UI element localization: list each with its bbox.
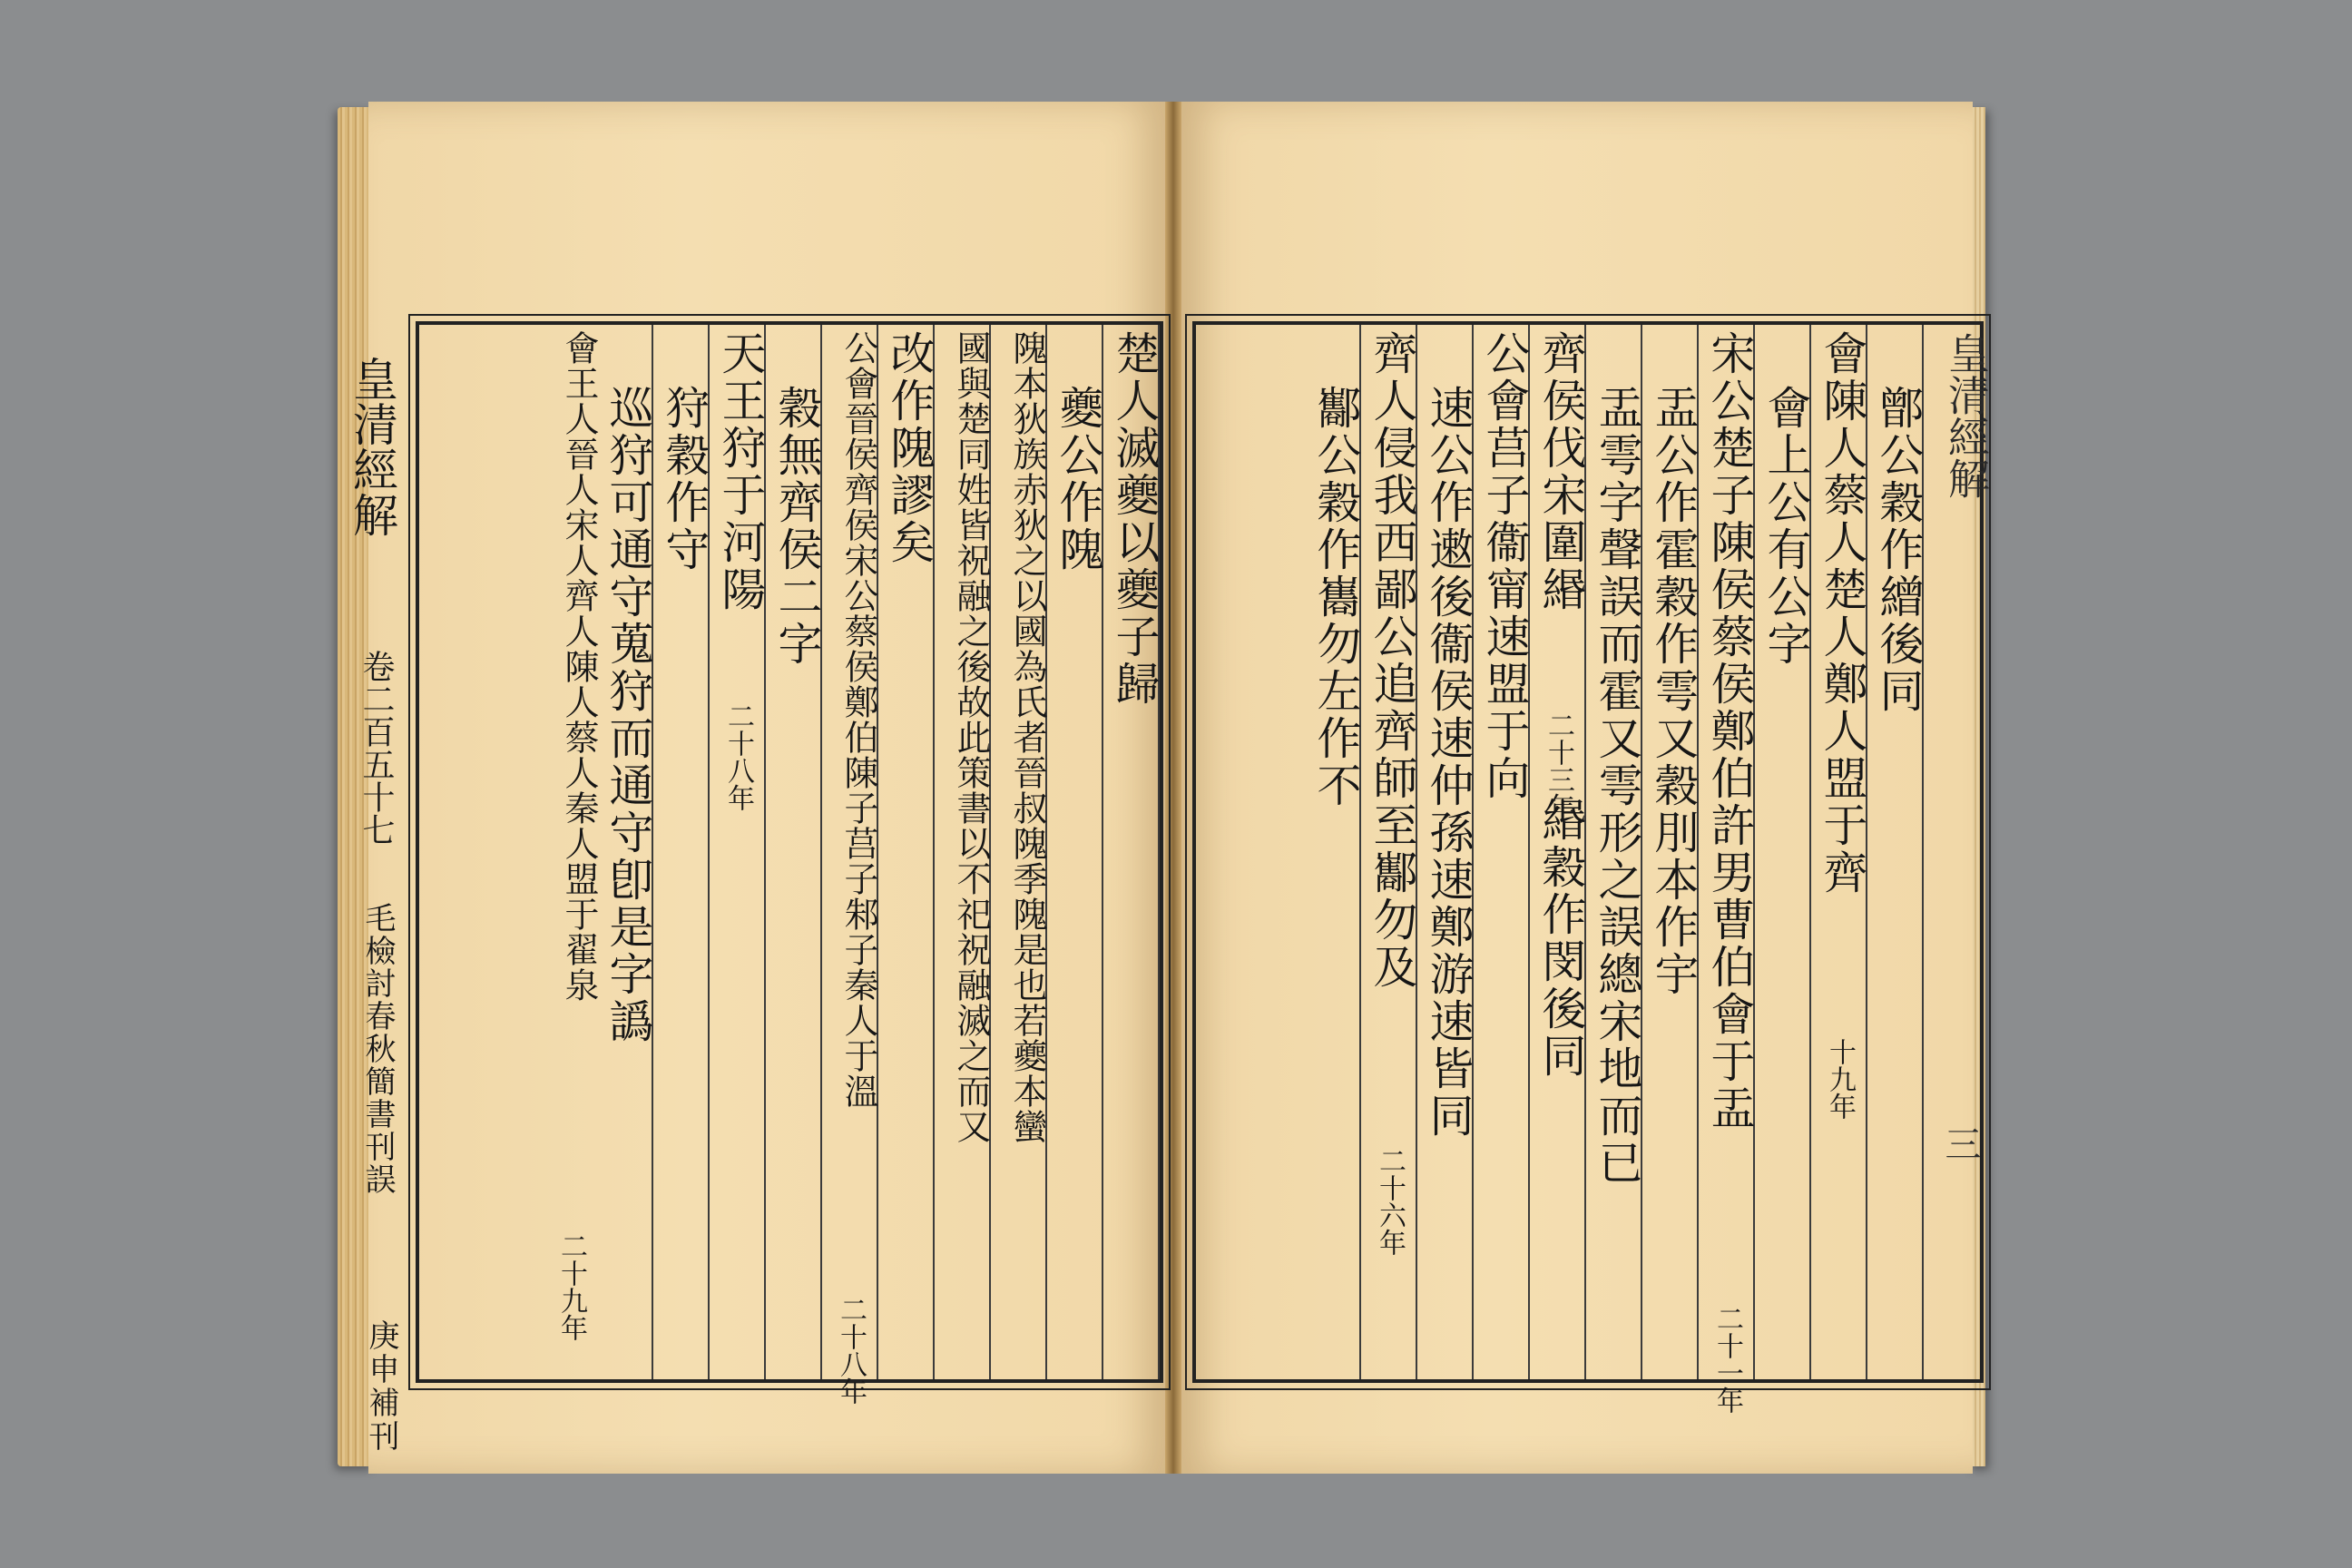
right-edge-page-number: 三: [1939, 1125, 1981, 1161]
column: [935, 325, 991, 1379]
column: [1305, 325, 1361, 1379]
column-text: 鄫公穀作繒後同: [1873, 385, 1925, 715]
column-text: 穀無齊侯二字: [771, 385, 823, 668]
column-text: 齊人侵我西鄙公追齊師至酅勿及: [1367, 330, 1418, 991]
column: [1474, 325, 1530, 1379]
column-text: 會上公有公字: [1760, 385, 1812, 668]
column: [1867, 325, 1924, 1379]
column: [766, 325, 822, 1379]
column: [1755, 325, 1811, 1379]
column: [1103, 325, 1160, 1379]
column-text: 會王人晉人宋人齊人陳人蔡人秦人盟于翟泉: [559, 330, 599, 1003]
column-text-tail: 緡穀作閔後同: [1535, 797, 1587, 1080]
column: [1047, 325, 1103, 1379]
column: [1361, 325, 1417, 1379]
column: [1811, 325, 1867, 1379]
column-text: 盂公作霍穀作雩又穀刖本作宇: [1648, 385, 1700, 998]
column-text: 夔公作隗: [1053, 385, 1104, 573]
column-text: 改作隗謬矣: [884, 330, 936, 566]
right-edge-title: 皇清經解: [1942, 332, 1991, 499]
date-note: 二十九年: [555, 1232, 587, 1341]
column-text: 國與楚同姓皆祝融之後故此策書以不祀祝融滅之而又: [951, 330, 991, 1144]
column: [710, 325, 766, 1379]
column-text: 隗本狄族赤狄之以國為氏者晉叔隗季隗是也若夔本蠻: [1007, 330, 1047, 1144]
column: [543, 325, 597, 1379]
date-note: 十九年: [1824, 1038, 1856, 1120]
column-text: 天王狩于河陽: [715, 330, 767, 613]
column-text: 巡狩可通守蒐狩而通守卽是字譌: [603, 385, 654, 1045]
book-gutter: [1165, 102, 1181, 1474]
column: [653, 325, 710, 1379]
left-margin-strip: [343, 321, 410, 1454]
column: [822, 325, 878, 1405]
column: [1586, 325, 1642, 1379]
column: [1642, 325, 1699, 1379]
date-note: 二十三年: [1543, 711, 1574, 820]
column: [1417, 325, 1474, 1379]
margin-volume: 卷二百五十七: [358, 650, 395, 846]
date-note: 二十一年: [1711, 1305, 1743, 1414]
column: [1250, 325, 1305, 1379]
margin-title: 皇清經解: [346, 356, 398, 537]
right-text-frame: [1192, 321, 1984, 1414]
left-text-frame: [416, 321, 1163, 1405]
date-note: 二十六年: [1374, 1147, 1406, 1256]
column-text: 公會莒子衞甯速盟于向: [1479, 330, 1531, 802]
date-note: 二十八年: [722, 702, 754, 811]
column-text: 狩穀作守: [659, 385, 710, 573]
column-text: 會陳人蔡人楚人鄭人盟于齊: [1817, 330, 1868, 897]
column: [1530, 325, 1586, 1379]
column-text: 盂雩字聲誤而霍又雩形之誤總宋地而已: [1592, 385, 1643, 1187]
column-text: 酅公穀作巂勿左作不: [1310, 385, 1362, 809]
margin-book-title: 毛檢討春秋簡書刊誤: [359, 902, 396, 1196]
margin-edition: 庚申補刊: [363, 1319, 399, 1454]
column: [991, 325, 1047, 1379]
column-text: 宋公楚子陳侯蔡侯鄭伯許男曹伯會于盂: [1704, 330, 1756, 1132]
column: [878, 325, 935, 1379]
column-text: 公會晉侯齊侯宋公蔡侯鄭伯陳子莒子邾子秦人于溫: [838, 330, 878, 1109]
column-text: 齊侯伐宋圍緡: [1535, 330, 1587, 613]
column-text: 楚人滅夔以夔子歸: [1109, 330, 1161, 708]
column-text: 速公作遫後衞侯速仲孫速鄭游速皆同: [1423, 385, 1475, 1140]
date-note: 二十八年: [835, 1296, 867, 1405]
column: [1699, 325, 1756, 1414]
